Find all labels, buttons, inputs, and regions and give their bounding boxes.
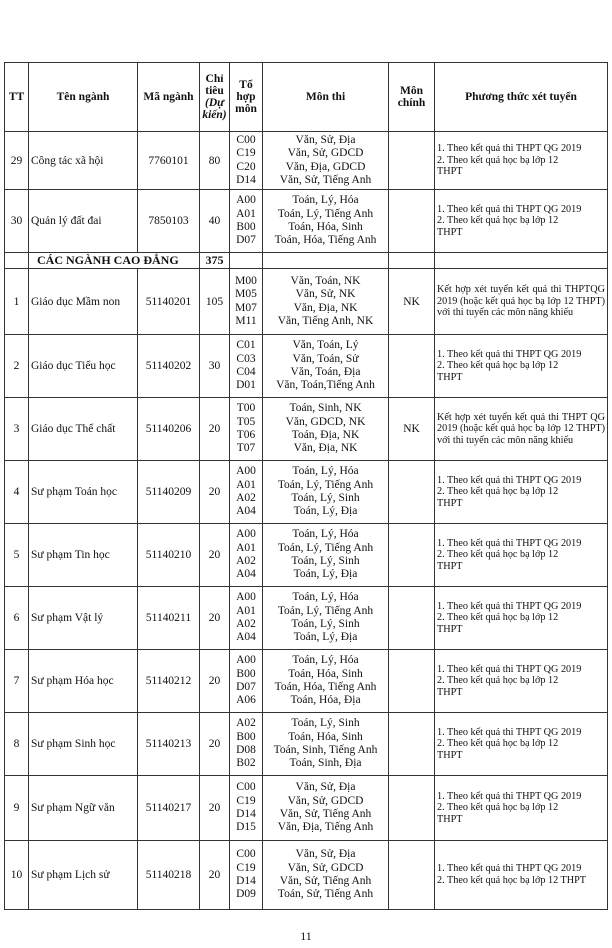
subject-line: Toán, Lý, Sinh	[291, 492, 360, 504]
row-subjects	[263, 650, 389, 713]
row-method	[435, 461, 608, 524]
row-combos	[230, 398, 263, 461]
combo-code: D01	[236, 379, 256, 392]
row-tt: 5	[5, 524, 29, 587]
col-main	[389, 63, 435, 132]
combo-code: A04	[236, 568, 256, 581]
col-method: Phương thức xét tuyển	[435, 63, 608, 132]
combo-code: C20	[236, 160, 256, 173]
subject-line: Toán, Lý, Địa	[293, 631, 358, 644]
combo-code: C00	[236, 781, 256, 794]
subject-line: Văn, Sử, Địa	[295, 133, 356, 146]
subject-line: Toán, Lý, Tiếng Anh	[277, 478, 374, 491]
combo-code: B02	[236, 757, 256, 770]
method-line: 2. Theo kết quả học bạ lớp 12	[437, 486, 559, 498]
combo-code: A06	[236, 694, 256, 707]
row-subjects	[263, 713, 389, 776]
table-row	[5, 650, 608, 713]
row-main-subject	[389, 841, 435, 910]
row-quota: 20	[200, 713, 230, 776]
row-combos	[230, 841, 263, 910]
combo-code: D15	[236, 821, 256, 834]
row-name: Quản lý đất đai	[29, 190, 138, 253]
subject-line: Văn, Sử, Tiếng Anh	[279, 875, 372, 887]
quota-header-line: tiêu	[205, 85, 224, 97]
row-name: Giáo dục Thể chất	[29, 398, 138, 461]
row-name: Giáo dục Mầm non	[29, 269, 138, 335]
row-method	[435, 776, 608, 841]
method-line: 1. Theo kết quả thi THPT QG 2019	[437, 348, 582, 360]
method-line: 2. Theo kết quả học bạ lớp 12	[437, 802, 559, 814]
method-line: 2. Theo kết quả học bạ lớp 12 THPT	[437, 875, 587, 886]
subject-line: Toán, Lý, Địa	[293, 568, 358, 581]
method-line: 1. Theo kết quả thi THPT QG 2019	[437, 537, 582, 549]
row-subjects	[263, 190, 389, 253]
subject-line: Văn, Địa, GDCD	[285, 160, 366, 173]
subject-line: Văn, Sử, GDCD	[287, 794, 364, 807]
method-line: 2. Theo kết quả học bạ lớp 12	[437, 154, 559, 166]
subject-line: Văn, Sử, Địa	[295, 781, 356, 794]
row-tt: 9	[5, 776, 29, 841]
row-subjects	[263, 398, 389, 461]
table-row	[5, 335, 608, 398]
method-line: THPT	[437, 371, 463, 383]
combo-code: A02	[236, 492, 256, 504]
method-line: THPT	[437, 560, 463, 572]
row-main-subject	[389, 524, 435, 587]
table-row	[5, 587, 608, 650]
combo-code: A02	[236, 717, 256, 730]
combo-code: D14	[236, 875, 256, 887]
table-row	[5, 841, 608, 910]
method-line: THPT	[437, 686, 463, 698]
combo-code: C19	[236, 147, 256, 160]
section-total: 375	[200, 253, 230, 269]
row-quota: 20	[200, 841, 230, 910]
combo-code: A04	[236, 505, 256, 518]
combo-header-line: hợp	[236, 91, 256, 103]
table-row	[5, 190, 608, 253]
combo-code: A01	[236, 541, 256, 554]
combo-code: A01	[236, 478, 256, 491]
combo-code: C04	[236, 366, 256, 378]
method-line: 1. Theo kết quả thi THPT QG 2019	[437, 863, 582, 875]
subject-line: Toán, Hóa, Sinh	[288, 221, 363, 233]
quota-header-line: Chỉ	[205, 73, 224, 85]
table-row	[5, 269, 608, 335]
subject-line: Văn, Địa, Tiếng Anh	[277, 821, 374, 834]
combo-code: C03	[236, 352, 256, 365]
method-line: THPT	[437, 749, 463, 761]
combo-code: A00	[236, 528, 256, 541]
row-main-subject	[389, 587, 435, 650]
row-quota: 80	[200, 132, 230, 190]
subject-line: Toán, Lý, Tiếng Anh	[277, 541, 374, 554]
main-header-line: Môn	[400, 85, 423, 97]
row-method	[435, 132, 608, 190]
subject-line: Văn, Sử, GDCD	[287, 861, 364, 874]
subject-line: Toán, Sinh, Tiếng Anh	[273, 744, 378, 756]
subject-line: Toán, Hóa, Tiếng Anh	[274, 681, 377, 693]
combo-code: A00	[236, 194, 256, 207]
row-quota: 30	[200, 335, 230, 398]
row-code: 51140206	[138, 398, 200, 461]
row-quota: 105	[200, 269, 230, 335]
method-line: 2. Theo kết quả học bạ lớp 12	[437, 360, 559, 372]
method-line: 2. Theo kết quả học bạ lớp 12	[437, 675, 559, 687]
subject-line: Toán, Lý, Tiếng Anh	[277, 207, 374, 220]
combo-code: A02	[236, 618, 256, 630]
row-method	[435, 335, 608, 398]
row-tt: 7	[5, 650, 29, 713]
table-row	[5, 132, 608, 190]
method-line: 1. Theo kết quả thi THPT QG 2019	[437, 726, 582, 738]
subject-line: Văn, Địa, NK	[293, 442, 358, 455]
subject-line: Văn, Sử, NK	[295, 288, 356, 301]
row-quota: 20	[200, 524, 230, 587]
row-combos	[230, 132, 263, 190]
row-main-subject	[389, 335, 435, 398]
combo-code: A00	[236, 465, 256, 478]
combo-code: A02	[236, 555, 256, 567]
row-name: Giáo dục Tiểu học	[29, 335, 138, 398]
row-code: 7760101	[138, 132, 200, 190]
col-subjects: Môn thi	[263, 63, 389, 132]
page-number: 11	[300, 929, 312, 943]
row-code: 51140217	[138, 776, 200, 841]
combo-code: B00	[236, 221, 256, 233]
subject-line: Toán, Lý, Hóa	[292, 591, 359, 604]
combo-code: M05	[235, 288, 257, 301]
subject-line: Văn, Sử, GDCD	[287, 147, 364, 160]
row-name: Sư phạm Toán học	[29, 461, 138, 524]
row-main-subject: NK	[389, 269, 435, 335]
combo-code: A01	[236, 604, 256, 617]
row-quota: 40	[200, 190, 230, 253]
combo-code: C01	[236, 339, 256, 352]
subject-line: Toán, Lý, Sinh	[291, 555, 360, 567]
method-line: 2. Theo kết quả học bạ lớp 12	[437, 738, 559, 750]
table-row	[5, 776, 608, 841]
subject-line: Văn, Sử, Tiếng Anh	[279, 173, 372, 186]
row-name: Sư phạm Hóa học	[29, 650, 138, 713]
row-combos	[230, 587, 263, 650]
row-combos	[230, 335, 263, 398]
subject-line: Toán, Hóa, Địa	[290, 694, 361, 707]
combo-code: C00	[236, 133, 256, 146]
row-code: 51140211	[138, 587, 200, 650]
method-line: Kết hợp xét tuyển kết quả thi THPT QG 2019 (hoặc kết quả học bạ lớp 12 THPT) với thi tuyển các môn năng khiếu	[437, 411, 605, 446]
col-quota	[200, 63, 230, 132]
row-combos	[230, 190, 263, 253]
subject-line: Toán, Lý, Tiếng Anh	[277, 604, 374, 617]
row-tt: 8	[5, 713, 29, 776]
combo-code: A00	[236, 654, 256, 667]
row-quota: 20	[200, 650, 230, 713]
row-name: Sư phạm Lịch sử	[29, 841, 138, 910]
subject-line: Toán, Lý, Địa	[293, 505, 358, 518]
row-tt: 30	[5, 190, 29, 253]
row-name: Sư phạm Vật lý	[29, 587, 138, 650]
row-tt: 29	[5, 132, 29, 190]
row-combos	[230, 461, 263, 524]
row-quota: 20	[200, 398, 230, 461]
subject-line: Toán, Lý, Hóa	[292, 528, 359, 541]
method-line: 1. Theo kết quả thi THPT QG 2019	[437, 790, 582, 802]
subject-line: Văn, Toán, Địa	[290, 366, 361, 378]
subject-line: Toán, Lý, Sinh	[291, 618, 360, 630]
subject-line: Toán, Sinh, NK	[289, 402, 362, 415]
combo-code: C00	[236, 848, 256, 861]
subject-line: Toán, Sinh, Địa	[289, 757, 362, 770]
row-tt: 2	[5, 335, 29, 398]
subject-line: Toán, Địa, NK	[291, 429, 360, 441]
subject-line: Văn, Sử, Địa	[295, 848, 356, 861]
quota-header-line: kiến)	[202, 109, 227, 121]
quota-header-line: (Dự	[204, 97, 225, 109]
combo-header-line: môn	[235, 103, 257, 115]
row-quota: 20	[200, 461, 230, 524]
row-name: Sư phạm Ngữ văn	[29, 776, 138, 841]
col-combo	[230, 63, 263, 132]
table-row	[5, 461, 608, 524]
combo-code: M11	[235, 314, 257, 327]
row-name: Sư phạm Sinh học	[29, 713, 138, 776]
combo-code: M07	[235, 301, 257, 314]
row-combos	[230, 776, 263, 841]
combo-code: T07	[236, 442, 256, 455]
row-quota: 20	[200, 587, 230, 650]
combo-code: T06	[236, 429, 256, 441]
subject-line: Toán, Hóa, Sinh	[288, 667, 363, 680]
subject-line: Toán, Hóa, Sinh	[288, 730, 363, 743]
row-code: 51140209	[138, 461, 200, 524]
table-row	[5, 524, 608, 587]
row-tt: 10	[5, 841, 29, 910]
table-body-university	[5, 132, 608, 253]
combo-code: M00	[235, 274, 257, 287]
row-method	[435, 269, 608, 335]
subject-line: Toán, Lý, Hóa	[292, 194, 359, 207]
row-name: Sư phạm Tin học	[29, 524, 138, 587]
combo-code: D14	[236, 173, 256, 186]
method-line: THPT	[437, 226, 463, 238]
row-method	[435, 524, 608, 587]
row-tt: 3	[5, 398, 29, 461]
row-code: 51140218	[138, 841, 200, 910]
section-row	[5, 253, 608, 269]
row-combos	[230, 524, 263, 587]
row-method	[435, 587, 608, 650]
method-line: 1. Theo kết quả thi THPT QG 2019	[437, 663, 582, 675]
combo-code: A04	[236, 631, 256, 644]
subject-line: Văn, Địa, NK	[293, 301, 358, 314]
method-line: 2. Theo kết quả học bạ lớp 12	[437, 215, 559, 227]
combo-code: D08	[236, 744, 256, 756]
row-subjects	[263, 587, 389, 650]
row-subjects	[263, 524, 389, 587]
combo-code: B00	[236, 730, 256, 743]
row-code: 51140210	[138, 524, 200, 587]
combo-code: A01	[236, 207, 256, 220]
combo-header-line: Tổ	[239, 79, 253, 91]
subject-line: Văn, Toán, Sử	[292, 352, 359, 365]
row-main-subject	[389, 132, 435, 190]
row-main-subject	[389, 776, 435, 841]
col-tt: TT	[5, 63, 29, 132]
combo-code: T05	[236, 415, 256, 428]
row-combos	[230, 269, 263, 335]
subject-line: Toán, Lý, Hóa	[292, 465, 359, 478]
combo-code: C19	[236, 794, 256, 807]
subject-line: Văn, Toán, NK	[290, 274, 361, 287]
row-main-subject	[389, 461, 435, 524]
row-code: 51140201	[138, 269, 200, 335]
row-main-subject	[389, 650, 435, 713]
row-main-subject	[389, 713, 435, 776]
subject-line: Toán, Hóa, Tiếng Anh	[274, 234, 377, 247]
row-code: 51140202	[138, 335, 200, 398]
method-line: THPT	[437, 623, 463, 635]
row-quota: 20	[200, 776, 230, 841]
row-code: 51140212	[138, 650, 200, 713]
section-heading	[5, 253, 608, 269]
main-header-line: chính	[397, 97, 426, 109]
section-title: CÁC NGÀNH CAO ĐẲNG	[29, 253, 200, 269]
header-row	[5, 63, 608, 132]
row-method	[435, 190, 608, 253]
col-code: Mã ngành	[138, 63, 200, 132]
row-tt: 1	[5, 269, 29, 335]
method-line: 2. Theo kết quả học bạ lớp 12	[437, 612, 559, 624]
row-code: 7850103	[138, 190, 200, 253]
row-code: 51140213	[138, 713, 200, 776]
row-subjects	[263, 461, 389, 524]
method-line: 1. Theo kết quả thi THPT QG 2019	[437, 474, 582, 486]
combo-code: C19	[236, 861, 256, 874]
row-name: Công tác xã hội	[29, 132, 138, 190]
col-name: Tên ngành	[29, 63, 138, 132]
combo-code: B00	[236, 667, 256, 680]
subject-line: Toán, Lý, Hóa	[292, 654, 359, 667]
row-method	[435, 713, 608, 776]
combo-code: T00	[236, 402, 256, 415]
table-row	[5, 713, 608, 776]
table-body-college	[5, 269, 608, 910]
subject-line: Văn, Tiếng Anh, NK	[277, 314, 374, 327]
row-combos	[230, 650, 263, 713]
subject-line: Văn, GDCD, NK	[285, 415, 366, 428]
row-main-subject	[389, 190, 435, 253]
row-subjects	[263, 132, 389, 190]
row-tt: 4	[5, 461, 29, 524]
combo-code: D09	[236, 888, 256, 901]
subject-line: Toán, Sử, Tiếng Anh	[277, 888, 374, 901]
combo-code: D14	[236, 808, 256, 820]
combo-code: A00	[236, 591, 256, 604]
row-subjects	[263, 269, 389, 335]
row-method	[435, 650, 608, 713]
subject-line: Văn, Toán, Lý	[292, 339, 359, 352]
row-tt: 6	[5, 587, 29, 650]
row-subjects	[263, 776, 389, 841]
row-main-subject: NK	[389, 398, 435, 461]
table-row	[5, 398, 608, 461]
method-line: 1. Theo kết quả thi THPT QG 2019	[437, 600, 582, 612]
combo-code: D07	[236, 234, 256, 247]
row-method	[435, 398, 608, 461]
method-line: 1. Theo kết quả thi THPT QG 2019	[437, 143, 582, 155]
method-line: THPT	[437, 166, 463, 178]
method-line: THPT	[437, 813, 463, 825]
subject-line: Văn, Toán,Tiếng Anh	[276, 379, 375, 392]
row-combos	[230, 713, 263, 776]
method-line: 1. Theo kết quả thi THPT QG 2019	[437, 203, 582, 215]
method-line: Kết hợp xét tuyển kết quả thi THPTQG 2019 (hoặc kết quả học bạ lớp 12 THPT) với thi tuyển các môn năng khiếu	[437, 284, 605, 319]
row-subjects	[263, 841, 389, 910]
admission-table	[4, 62, 608, 910]
method-line: THPT	[437, 497, 463, 509]
method-line: 2. Theo kết quả học bạ lớp 12	[437, 549, 559, 561]
subject-line: Toán, Lý, Sinh	[291, 717, 360, 730]
row-method	[435, 841, 608, 910]
combo-code: D07	[236, 681, 256, 693]
subject-line: Văn, Sử, Tiếng Anh	[279, 808, 372, 820]
row-subjects	[263, 335, 389, 398]
